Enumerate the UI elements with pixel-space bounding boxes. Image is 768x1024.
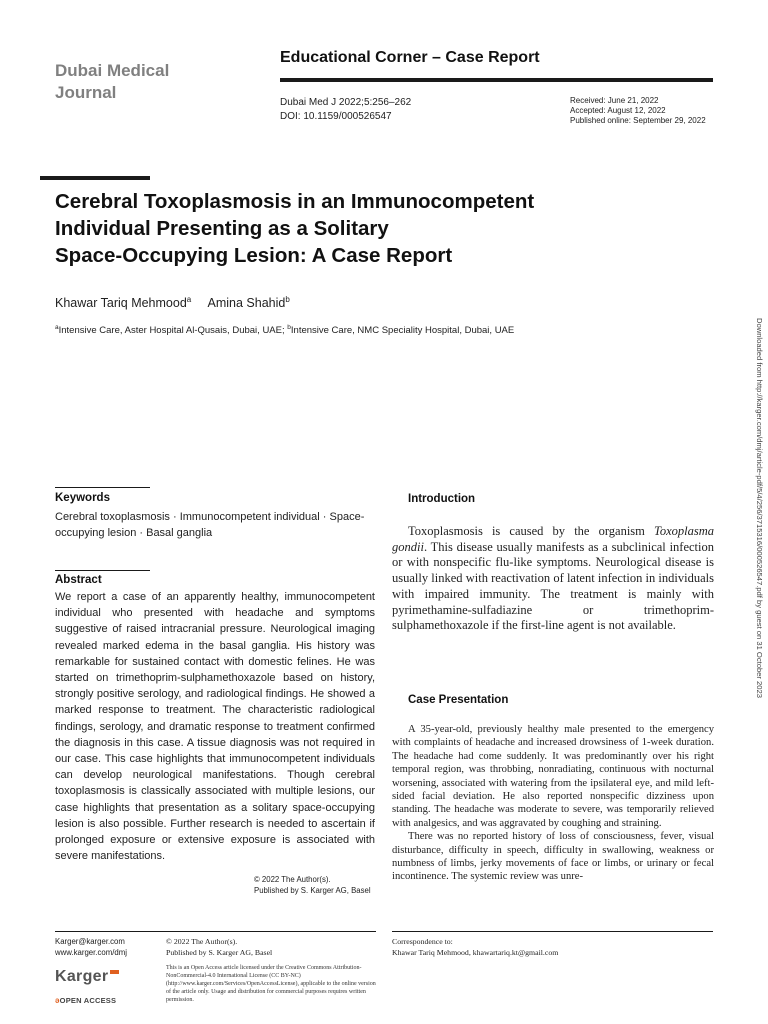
- journal-name-line2: Journal: [55, 83, 117, 102]
- footer-copyright-line1: © 2022 The Author(s).: [166, 937, 238, 946]
- author-name[interactable]: Amina Shahid: [207, 296, 286, 311]
- author-affil-mark: a: [186, 295, 192, 304]
- intro-text-start: Toxoplasmosis is caused by the organism: [408, 524, 655, 538]
- publisher-contact: [55, 937, 127, 958]
- title-line-3: Space-Occupying Lesion: A Case Report: [55, 244, 453, 267]
- introduction-body: [392, 524, 714, 634]
- intro-text-end: . This disease usually manifests as a subclinical infection or with nonspecific flu-like symptoms. Neurological disease is usually linked with reactivation of latent infection in individuals with impaired immunity. The treatment is mainly with pyrimethamine-sulfadiazine or trimethoprim-sulphamethoxazole if the first-line agent is not available.: [392, 539, 714, 633]
- publisher-website[interactable]: www.karger.com/dmj: [55, 947, 127, 957]
- journal-name-line1: Dubai Medical: [55, 61, 170, 80]
- open-access-badge: [55, 996, 116, 1005]
- abstract-copyright: [254, 874, 376, 896]
- affil-text: Intensive Care, NMC Speciality Hospital, Dubai, UAE: [290, 325, 515, 337]
- affil-mark: a: [55, 324, 59, 331]
- affil-text: Intensive Care, Aster Hospital Al-Qusais, Dubai, UAE;: [58, 325, 288, 337]
- footer-rule-left: [55, 931, 376, 932]
- open-lock-icon: ə: [55, 996, 60, 1005]
- footer-rule-right: [392, 931, 713, 932]
- keywords-text: Cerebral toxoplasmosis · Immunocompetent individual · Space-occupying lesion · Basal ganglia: [55, 511, 365, 539]
- download-notice: Downloaded from http://karger.com/dmj/article-pdf/5/4/256/3715316/000526547.pdf by guest on 31 October 2023: [755, 318, 764, 698]
- footer-copyright-line2: Published by S. Karger AG, Basel: [166, 947, 273, 957]
- citation-doi[interactable]: DOI: 10.1159/000526547: [280, 111, 392, 122]
- affiliations: [55, 324, 514, 336]
- header-rule: [280, 78, 713, 82]
- article-title: [55, 188, 635, 269]
- license-notice: This is an Open Access article licensed under the Creative Commons Attribution-NonCommercial-4.0 International License (CC BY-NC) (http://www.karger.com/Services/OpenAccessLicense), applicable to the online version of the article only. Usage and distribution for commercial purposes requires written permission.: [166, 965, 376, 1003]
- logo-mark-icon: [110, 970, 119, 974]
- title-line-1: Cerebral Toxoplasmosis in an Immunocompetent: [55, 190, 535, 213]
- journal-name: [55, 60, 225, 104]
- logo-text: Karger: [55, 968, 109, 985]
- abstract-body: We report a case of an apparently healthy, immunocompetent individual who presented with headache and symptoms suggestive of raised intracranial pressure. Neurological imaging revealed marked edema in the basal ganglia. His history was remarkable for sustained contact with domestic felines. He was started on trimethoprim-sulphamethoxazole based on history, strongly positive serology, and radiological findings. He showed a marked response to treatment. The characteristic radiological findings, serology, and dramatic response to treatment confirmed the diagnosis in this case. A tissue diagnosis was not required in our case. This case highlights that immunocompetent individuals can develop neurological manifestations. Though cerebral toxoplasmosis is classically associated with multiple lesions, our case highlights that presentation as a solitary space-occupying lesion is also possible. Further research is needed to ascertain if prolonged exposure or extensive exposure is associated with severe manifestations.: [55, 591, 375, 863]
- case-presentation-heading: Case Presentation: [408, 694, 509, 706]
- date-accepted: Accepted: August 12, 2022: [570, 106, 666, 115]
- author-list: [55, 295, 290, 310]
- date-received: Received: June 21, 2022: [570, 96, 659, 105]
- keywords-heading: Keywords: [55, 492, 110, 504]
- keywords-rule: [55, 487, 150, 488]
- publisher-email[interactable]: Karger@karger.com: [55, 937, 125, 946]
- abstract-copyright-line1: © 2022 The Author(s).: [254, 875, 331, 884]
- abstract-copyright-line2: Published by S. Karger AG, Basel: [254, 886, 371, 895]
- karger-logo[interactable]: [55, 968, 119, 986]
- article-dates: [570, 96, 706, 126]
- introduction-heading: Introduction: [408, 493, 476, 505]
- date-published: Published online: September 29, 2022: [570, 116, 706, 125]
- section-label: Educational Corner – Case Report: [280, 49, 540, 66]
- affil-mark: b: [287, 324, 291, 331]
- open-access-label: OPEN ACCESS: [59, 996, 117, 1005]
- title-rule: [40, 176, 150, 180]
- case-paragraph: There was no reported history of loss of consciousness, fever, visual disturbance, difficulty in speech, difficulty in swallowing, weakness or numbness of limbs, jerky movements of face or limbs, or urinary or fecal incontinence. The systemic review was unre-: [392, 831, 714, 883]
- organism-name: Toxoplasma gondii: [392, 524, 714, 554]
- correspondence-contact[interactable]: Khawar Tariq Mehmood, khawartariq.kt@gmail.com: [392, 947, 559, 957]
- citation-ref: Dubai Med J 2022;5:256–262: [280, 97, 412, 108]
- abstract-heading: Abstract: [55, 574, 102, 586]
- footer-copyright: [166, 937, 272, 958]
- abstract-rule: [55, 570, 150, 571]
- author-affil-mark: b: [285, 295, 290, 304]
- case-presentation-body: [392, 723, 714, 884]
- title-line-2: Individual Presenting as a Solitary: [55, 217, 389, 240]
- correspondence-label: Correspondence to:: [392, 937, 453, 946]
- correspondence: [392, 937, 558, 958]
- citation: [280, 96, 411, 124]
- case-paragraph: A 35-year-old, previously healthy male presented to the emergency with complaints of headache and increased drowsiness of 1-week duration. The headache had come suddenly. It was predominantly over his right temporal region, was throbbing, nonradiating, continuous with nocturnal worsening, associated with watering from the ipsilateral eye, and mild left-sided facial deviation. He also reported nonspecific dizziness upon standing. The headache was moderate to severe, was temporarily relieved with analgesics, and was aggravated by coughing and straining.: [392, 724, 714, 829]
- author-name[interactable]: Khawar Tariq Mehmood: [55, 296, 187, 311]
